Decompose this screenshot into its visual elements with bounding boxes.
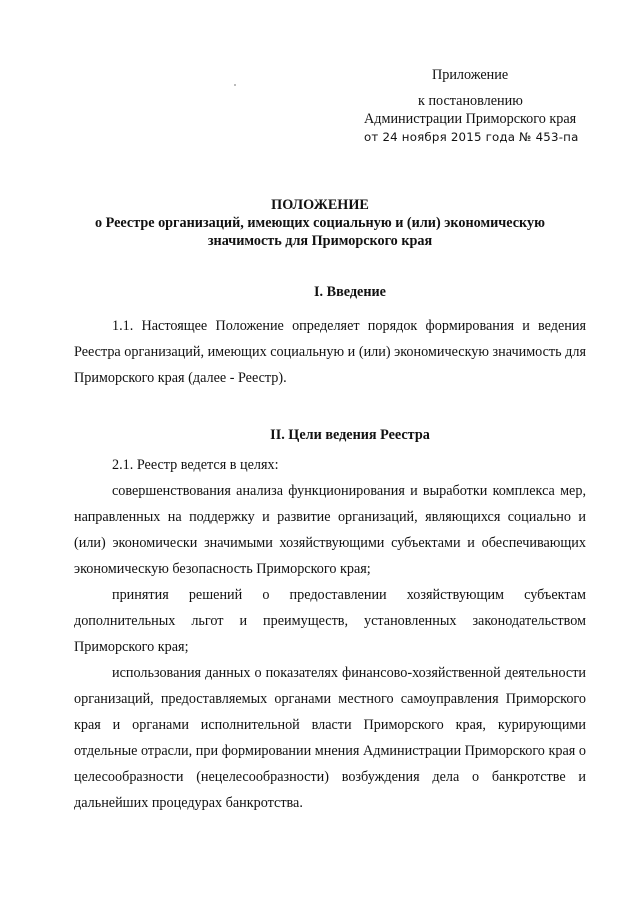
section-2-heading: II. Цели ведения Реестра xyxy=(270,427,430,443)
paragraph-1-1: 1.1. Настоящее Положение определяет порядок формирования и ведения Реестра организаций, имеющих социальную и (или) экономическую значимость для Приморского края (далее - Реестр). xyxy=(74,318,586,386)
administration-label: Администрации Приморского края xyxy=(364,111,577,127)
paragraph-goal-2: принятия решений о предоставлении хозяйствующим субъектам дополнительных льгот и преимуществ, установленных законодательством Приморского края; xyxy=(74,587,586,655)
paragraph-2-1: 2.1. Реестр ведется в целях: xyxy=(112,457,279,473)
document-subtitle-line1: о Реестре организаций, имеющих социальную и (или) экономическую xyxy=(95,215,545,231)
decree-date-number: от 24 ноября 2015 года № 453-па xyxy=(364,130,579,144)
paragraph-goal-3: использования данных о показателях финансово-хозяйственной деятельности организаций, предоставляемых органами местного самоуправления Приморского края и органами исполнительной власти Приморского края, курирующими отдельные отрасли, при формировании мнения Администрации Приморского края о целесообразности (нецелесообразности) возбуждения дела о банкротстве и дальнейших процедурах банкротства. xyxy=(74,665,586,811)
document-subtitle-line2: значимость для Приморского края xyxy=(207,233,433,249)
paragraph-goal-1: совершенствования анализа функционирования и выработки комплекса мер, направленных на поддержку и развитие организаций, являющихся социально и (или) экономически значимыми хозяйствующими субъектами и обеспечивающих экономическую безопасность Приморского края; xyxy=(74,483,586,577)
appendix-label: Приложение xyxy=(432,67,509,83)
to-decree-label: к постановлению xyxy=(418,93,523,109)
document-title: ПОЛОЖЕНИЕ xyxy=(271,197,369,213)
section-1-heading: I. Введение xyxy=(314,284,386,300)
scan-speck xyxy=(234,84,236,86)
